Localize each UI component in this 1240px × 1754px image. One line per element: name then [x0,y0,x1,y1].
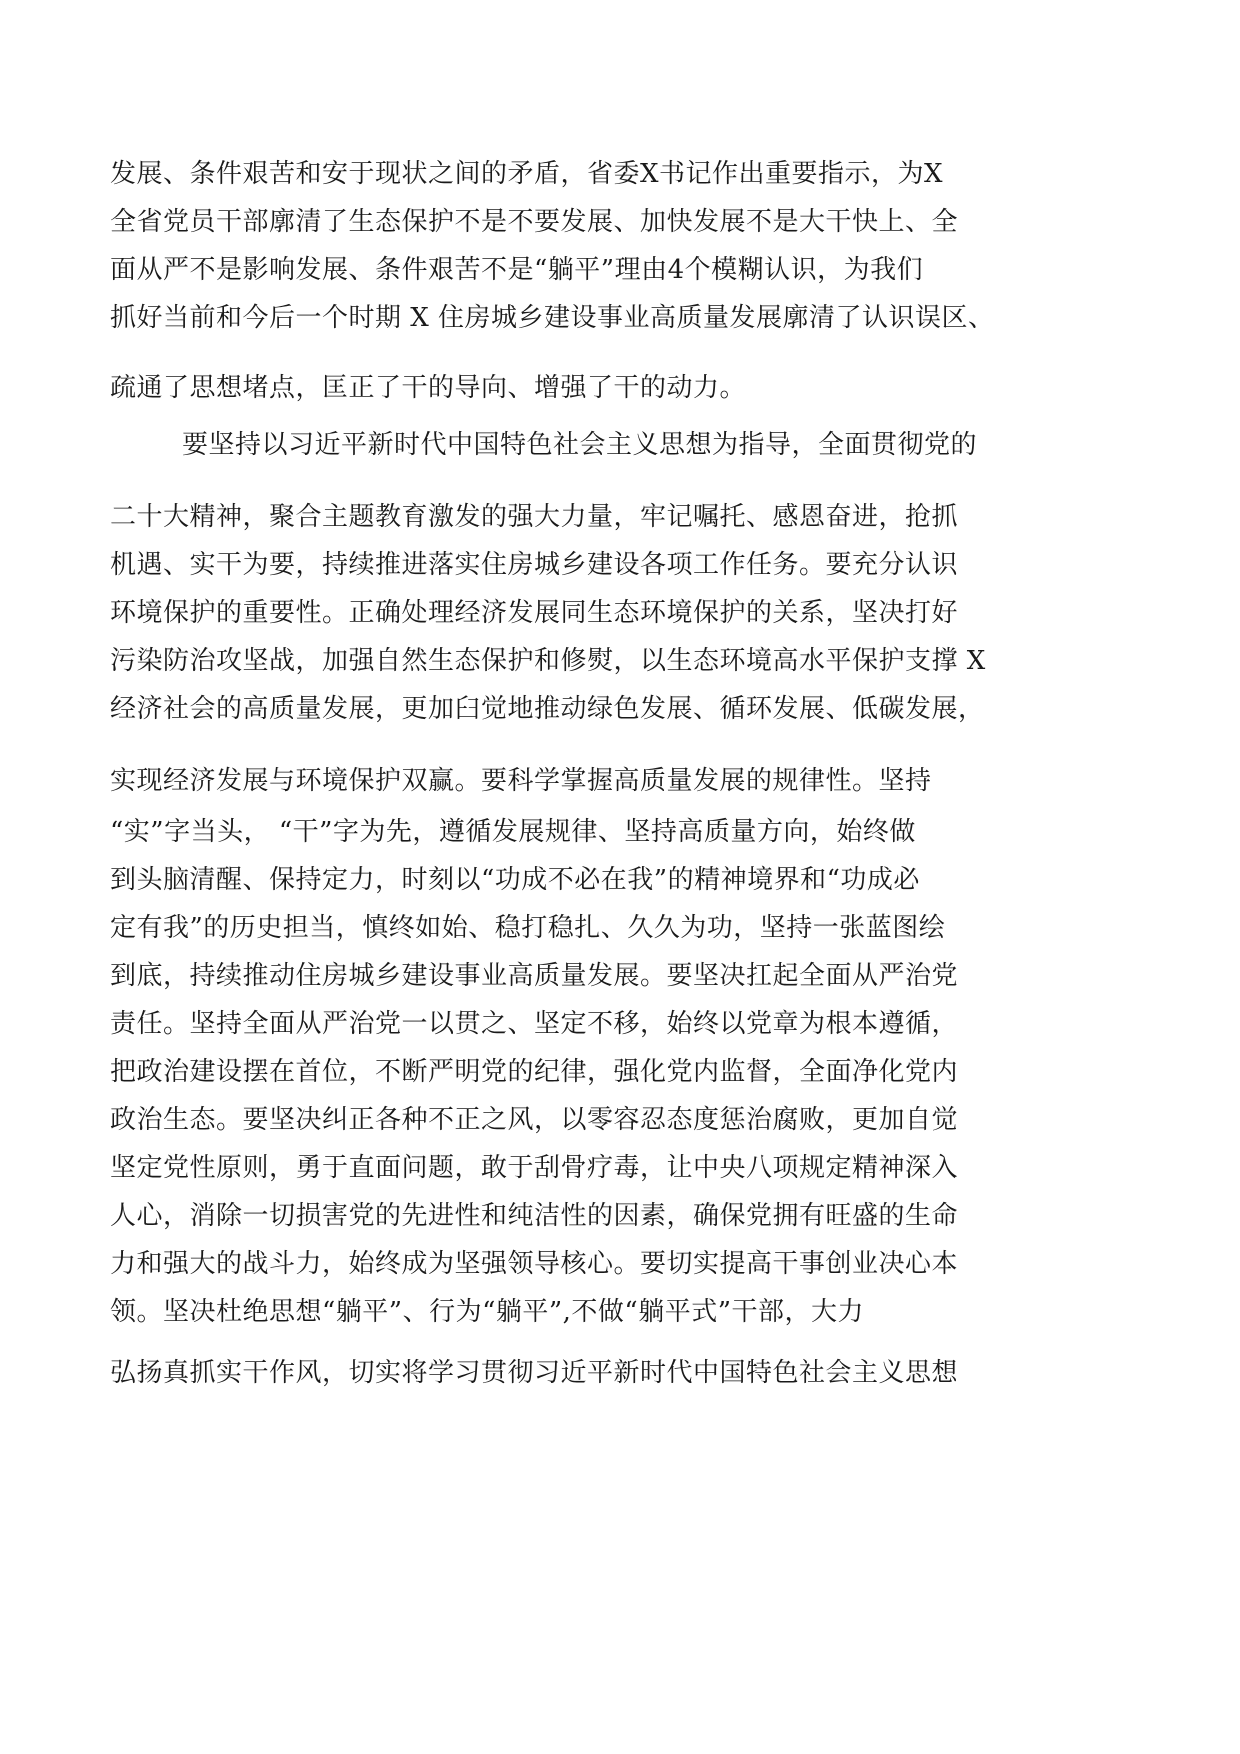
text-line: 坚定党性原则，勇于直面问题，敢于刮骨疗毒，让中央八项规定精神深入 [110,1153,959,1183]
text-line: 二十大精神，聚合主题教育激发的强大力量，牢记嘱托、感恩奋进，抢抓 [110,502,959,532]
text-line: 到头脑清醒、保持定力，时刻以“功成不必在我”的精神境界和“功成必 [110,865,920,895]
text-line: 力和强大的战斗力，始终成为坚强领导核心。要切实提高干事创业决心本 [110,1249,959,1279]
text-line: 定有我”的历史担当，慎终如始、稳打稳扎、久久为功，坚持一张蓝图绘 [110,913,946,943]
text-line: 疏通了思想堵点，匡正了干的导向、增强了干的动力。 [110,373,747,403]
text-line: 政治生态。要坚决纠正各种不正之风，以零容忍态度惩治腐败，更加自觉 [110,1105,959,1135]
text-line: 领。坚决杜绝思想“躺平”、行为“躺平”,不做“躺平式”干部，大力 [110,1297,865,1327]
text-line: 弘扬真抓实干作风，切实将学习贯彻习近平新时代中国特色社会主义思想 [110,1358,959,1388]
text-line: 机遇、实干为要，持续推进落实住房城乡建设各项工作任务。要充分认识 [110,550,959,580]
text-line: 经济社会的高质量发展，更加臼觉地推动绿色发展、循环发展、低碳发展， [110,694,985,724]
text-line: 把政治建设摆在首位，不断严明党的纪律，强化党内监督，全面净化党内 [110,1057,959,1087]
text-line: 到底，持续推动住房城乡建设事业高质量发展。要坚决扛起全面从严治党 [110,961,959,991]
text-line: 抓好当前和今后一个时期 X 住房城乡建设事业高质量发展廓清了认识误区、 [110,303,995,333]
text-line: 发展、条件艰苦和安于现状之间的矛盾，省委X书记作出重要指示，为X [110,159,944,189]
text-line: 面从严不是影响发展、条件艰苦不是“躺平”理由4个模糊认识，为我们 [110,255,924,285]
paragraph-first-line: 要坚持以习近平新时代中国特色社会主义思想为指导，全面贯彻党的 [182,430,978,460]
text-line: 污染防治攻坚战，加强自然生态保护和修熨，以生态环境高水平保护支撑 X [110,646,986,676]
text-line: “实”字当头， “干”字为先，遵循发展规律、坚持高质量方向，始终做 [110,817,916,847]
text-line: 人心，消除一切损害党的先进性和纯洁性的因素，确保党拥有旺盛的生命 [110,1201,959,1231]
text-line: 责任。坚持全面从严治党一以贯之、坚定不移，始终以党章为根本遵循， [110,1009,959,1039]
text-line: 全省党员干部廓清了生态保护不是不要发展、加快发展不是大干快上、全 [110,207,959,237]
text-line: 实现经济发展与环境保护双赢。要科学掌握高质量发展的规律性。坚持 [110,766,932,796]
text-line: 环境保护的重要性。正确处理经济发展同生态环境保护的关系，坚决打好 [110,598,959,628]
